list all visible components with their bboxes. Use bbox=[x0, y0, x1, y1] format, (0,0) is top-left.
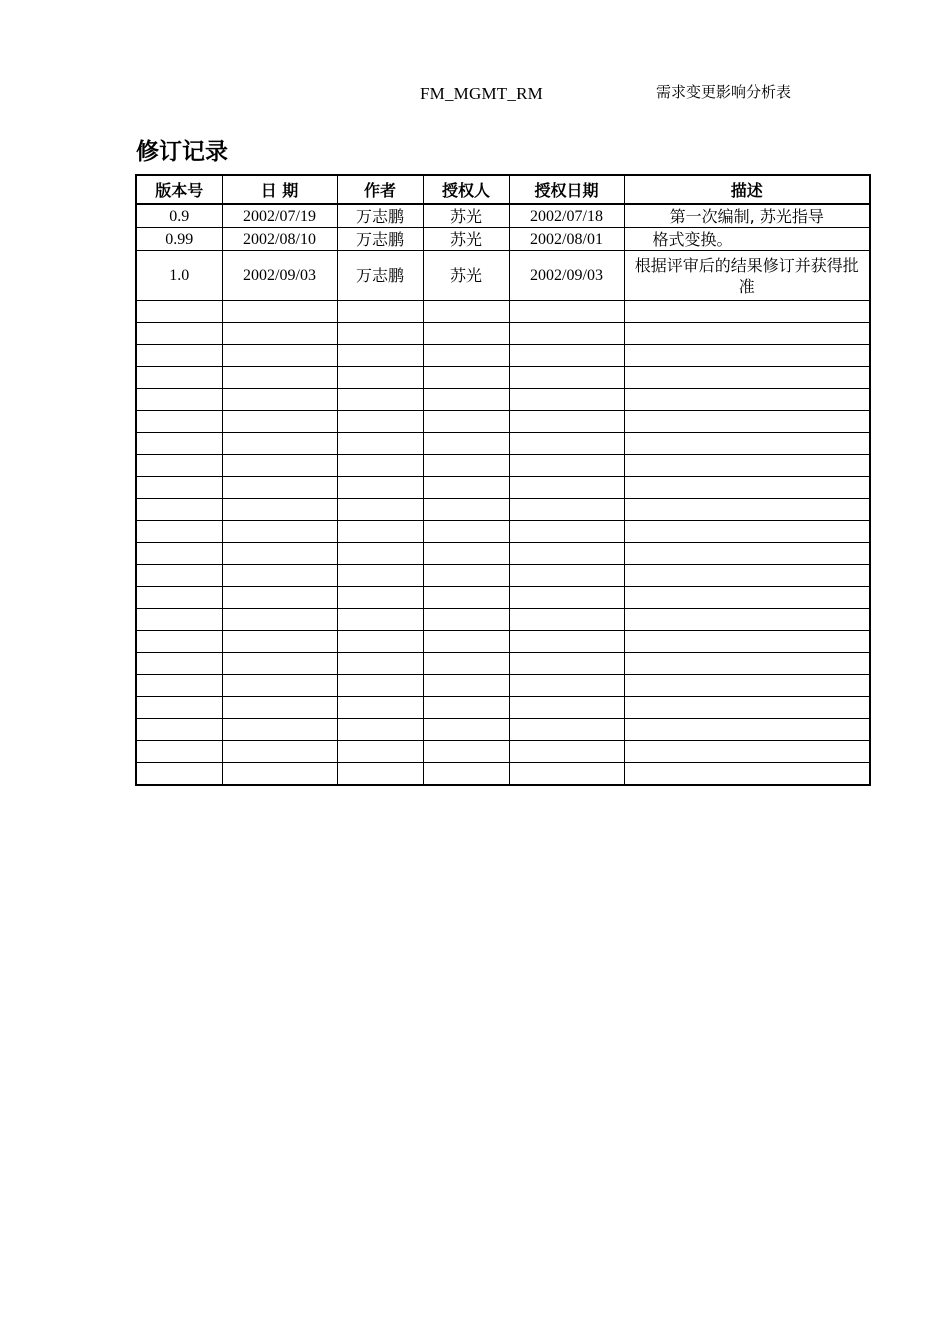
empty-table-row bbox=[136, 719, 870, 741]
empty-cell bbox=[624, 455, 870, 477]
empty-cell bbox=[337, 609, 423, 631]
empty-cell bbox=[624, 653, 870, 675]
empty-cell bbox=[337, 345, 423, 367]
empty-table-row bbox=[136, 389, 870, 411]
empty-cell bbox=[423, 323, 509, 345]
header-approver: 授权人 bbox=[423, 175, 509, 204]
empty-cell bbox=[337, 763, 423, 786]
empty-cell bbox=[423, 697, 509, 719]
empty-table-row bbox=[136, 521, 870, 543]
empty-cell bbox=[136, 719, 222, 741]
table-row bbox=[136, 204, 870, 228]
empty-cell bbox=[136, 323, 222, 345]
empty-cell bbox=[509, 719, 624, 741]
empty-cell bbox=[624, 631, 870, 653]
empty-cell bbox=[337, 301, 423, 323]
empty-cell bbox=[136, 301, 222, 323]
empty-cell bbox=[337, 499, 423, 521]
empty-cell bbox=[136, 521, 222, 543]
empty-cell bbox=[222, 477, 337, 499]
empty-cell bbox=[624, 697, 870, 719]
empty-cell bbox=[509, 565, 624, 587]
header-author: 作者 bbox=[337, 175, 423, 204]
cell-description: 根据评审后的结果修订并获得批准 bbox=[624, 251, 870, 301]
empty-cell bbox=[624, 477, 870, 499]
cell-date: 2002/08/10 bbox=[222, 228, 337, 251]
empty-cell bbox=[624, 367, 870, 389]
empty-cell bbox=[624, 587, 870, 609]
empty-cell bbox=[136, 455, 222, 477]
empty-cell bbox=[136, 389, 222, 411]
empty-table-row bbox=[136, 631, 870, 653]
cell-author: 万志鹏 bbox=[337, 204, 423, 228]
empty-cell bbox=[136, 697, 222, 719]
empty-cell bbox=[136, 741, 222, 763]
empty-cell bbox=[624, 499, 870, 521]
table-row bbox=[136, 228, 870, 251]
empty-table-row bbox=[136, 323, 870, 345]
empty-cell bbox=[423, 719, 509, 741]
empty-table-row bbox=[136, 741, 870, 763]
empty-cell bbox=[136, 411, 222, 433]
empty-cell bbox=[222, 455, 337, 477]
empty-cell bbox=[423, 499, 509, 521]
empty-cell bbox=[222, 719, 337, 741]
empty-cell bbox=[509, 543, 624, 565]
empty-cell bbox=[337, 455, 423, 477]
empty-cell bbox=[423, 433, 509, 455]
empty-cell bbox=[624, 323, 870, 345]
empty-cell bbox=[423, 455, 509, 477]
empty-cell bbox=[509, 741, 624, 763]
empty-cell bbox=[509, 697, 624, 719]
empty-cell bbox=[337, 411, 423, 433]
document-code: FM_MGMT_RM bbox=[420, 84, 543, 103]
empty-cell bbox=[136, 631, 222, 653]
empty-cell bbox=[222, 389, 337, 411]
empty-cell bbox=[509, 411, 624, 433]
empty-table-row bbox=[136, 653, 870, 675]
empty-cell bbox=[423, 675, 509, 697]
empty-cell bbox=[624, 345, 870, 367]
empty-cell bbox=[222, 301, 337, 323]
cell-date: 2002/09/03 bbox=[222, 251, 337, 301]
empty-cell bbox=[423, 609, 509, 631]
section-title: 修订记录 bbox=[136, 139, 228, 165]
empty-cell bbox=[423, 653, 509, 675]
cell-author: 万志鹏 bbox=[337, 251, 423, 301]
cell-approver: 苏光 bbox=[423, 204, 509, 228]
document-name: 需求变更影响分析表 bbox=[656, 83, 792, 101]
empty-cell bbox=[136, 367, 222, 389]
empty-cell bbox=[222, 609, 337, 631]
empty-cell bbox=[136, 587, 222, 609]
empty-cell bbox=[624, 543, 870, 565]
empty-cell bbox=[624, 521, 870, 543]
cell-version: 0.99 bbox=[136, 228, 222, 251]
empty-cell bbox=[509, 631, 624, 653]
empty-cell bbox=[222, 653, 337, 675]
empty-cell bbox=[136, 477, 222, 499]
empty-table-row bbox=[136, 499, 870, 521]
empty-cell bbox=[624, 389, 870, 411]
cell-approver: 苏光 bbox=[423, 251, 509, 301]
empty-cell bbox=[337, 719, 423, 741]
header-date: 日 期 bbox=[222, 175, 337, 204]
empty-table-row bbox=[136, 543, 870, 565]
empty-cell bbox=[337, 587, 423, 609]
empty-cell bbox=[337, 521, 423, 543]
empty-cell bbox=[624, 411, 870, 433]
empty-cell bbox=[423, 631, 509, 653]
header-description: 描述 bbox=[624, 175, 870, 204]
empty-cell bbox=[222, 741, 337, 763]
empty-table-row bbox=[136, 609, 870, 631]
empty-cell bbox=[423, 367, 509, 389]
empty-cell bbox=[136, 675, 222, 697]
empty-cell bbox=[509, 587, 624, 609]
empty-cell bbox=[624, 741, 870, 763]
empty-cell bbox=[337, 367, 423, 389]
empty-cell bbox=[423, 587, 509, 609]
empty-cell bbox=[423, 411, 509, 433]
empty-table-row bbox=[136, 367, 870, 389]
empty-cell bbox=[222, 323, 337, 345]
empty-cell bbox=[222, 367, 337, 389]
empty-cell bbox=[222, 675, 337, 697]
header-version: 版本号 bbox=[136, 175, 222, 204]
empty-cell bbox=[423, 301, 509, 323]
empty-cell bbox=[136, 653, 222, 675]
cell-date: 2002/07/19 bbox=[222, 204, 337, 228]
empty-cell bbox=[423, 565, 509, 587]
empty-table-row bbox=[136, 301, 870, 323]
empty-table-row bbox=[136, 565, 870, 587]
empty-cell bbox=[222, 499, 337, 521]
empty-cell bbox=[136, 543, 222, 565]
empty-cell bbox=[222, 587, 337, 609]
cell-description: 格式变换。 bbox=[624, 228, 870, 251]
empty-cell bbox=[337, 741, 423, 763]
empty-cell bbox=[624, 609, 870, 631]
revision-table bbox=[135, 174, 871, 786]
empty-cell bbox=[624, 763, 870, 786]
empty-cell bbox=[136, 763, 222, 786]
empty-cell bbox=[423, 389, 509, 411]
empty-cell bbox=[509, 609, 624, 631]
empty-cell bbox=[337, 631, 423, 653]
empty-cell bbox=[136, 565, 222, 587]
empty-cell bbox=[337, 543, 423, 565]
empty-cell bbox=[337, 389, 423, 411]
empty-cell bbox=[222, 565, 337, 587]
empty-cell bbox=[509, 367, 624, 389]
empty-cell bbox=[509, 345, 624, 367]
empty-table-row bbox=[136, 433, 870, 455]
empty-cell bbox=[136, 345, 222, 367]
cell-description: 第一次编制, 苏光指导 bbox=[624, 204, 870, 228]
cell-version: 1.0 bbox=[136, 251, 222, 301]
empty-cell bbox=[423, 741, 509, 763]
empty-cell bbox=[222, 433, 337, 455]
empty-cell bbox=[624, 433, 870, 455]
empty-cell bbox=[222, 411, 337, 433]
cell-author: 万志鹏 bbox=[337, 228, 423, 251]
empty-cell bbox=[337, 565, 423, 587]
empty-cell bbox=[222, 763, 337, 786]
empty-cell bbox=[222, 521, 337, 543]
cell-approver: 苏光 bbox=[423, 228, 509, 251]
empty-cell bbox=[337, 323, 423, 345]
empty-cell bbox=[423, 477, 509, 499]
empty-cell bbox=[136, 433, 222, 455]
empty-cell bbox=[509, 499, 624, 521]
cell-approval-date: 2002/09/03 bbox=[509, 251, 624, 301]
cell-approval-date: 2002/07/18 bbox=[509, 204, 624, 228]
empty-cell bbox=[509, 323, 624, 345]
empty-cell bbox=[337, 433, 423, 455]
empty-table-row bbox=[136, 587, 870, 609]
empty-cell bbox=[136, 609, 222, 631]
table-row bbox=[136, 251, 870, 301]
empty-cell bbox=[222, 543, 337, 565]
empty-cell bbox=[509, 675, 624, 697]
empty-cell bbox=[509, 477, 624, 499]
empty-table-row bbox=[136, 763, 870, 786]
empty-cell bbox=[423, 763, 509, 786]
empty-cell bbox=[509, 521, 624, 543]
empty-cell bbox=[624, 719, 870, 741]
empty-cell bbox=[509, 389, 624, 411]
empty-cell bbox=[136, 499, 222, 521]
empty-cell bbox=[337, 477, 423, 499]
empty-table-row bbox=[136, 455, 870, 477]
empty-table-row bbox=[136, 675, 870, 697]
empty-cell bbox=[624, 301, 870, 323]
empty-cell bbox=[337, 653, 423, 675]
header-approval-date: 授权日期 bbox=[509, 175, 624, 204]
empty-cell bbox=[509, 433, 624, 455]
cell-approval-date: 2002/08/01 bbox=[509, 228, 624, 251]
empty-cell bbox=[509, 301, 624, 323]
empty-cell bbox=[423, 345, 509, 367]
empty-cell bbox=[509, 455, 624, 477]
empty-table-row bbox=[136, 697, 870, 719]
empty-table-row bbox=[136, 477, 870, 499]
empty-cell bbox=[624, 565, 870, 587]
empty-table-row bbox=[136, 411, 870, 433]
empty-cell bbox=[337, 697, 423, 719]
empty-cell bbox=[423, 543, 509, 565]
empty-cell bbox=[509, 763, 624, 786]
empty-table-row bbox=[136, 345, 870, 367]
cell-version: 0.9 bbox=[136, 204, 222, 228]
empty-cell bbox=[423, 521, 509, 543]
empty-cell bbox=[222, 345, 337, 367]
empty-cell bbox=[624, 675, 870, 697]
empty-cell bbox=[222, 697, 337, 719]
empty-cell bbox=[222, 631, 337, 653]
table-header-row bbox=[136, 175, 870, 204]
empty-cell bbox=[509, 653, 624, 675]
empty-cell bbox=[337, 675, 423, 697]
